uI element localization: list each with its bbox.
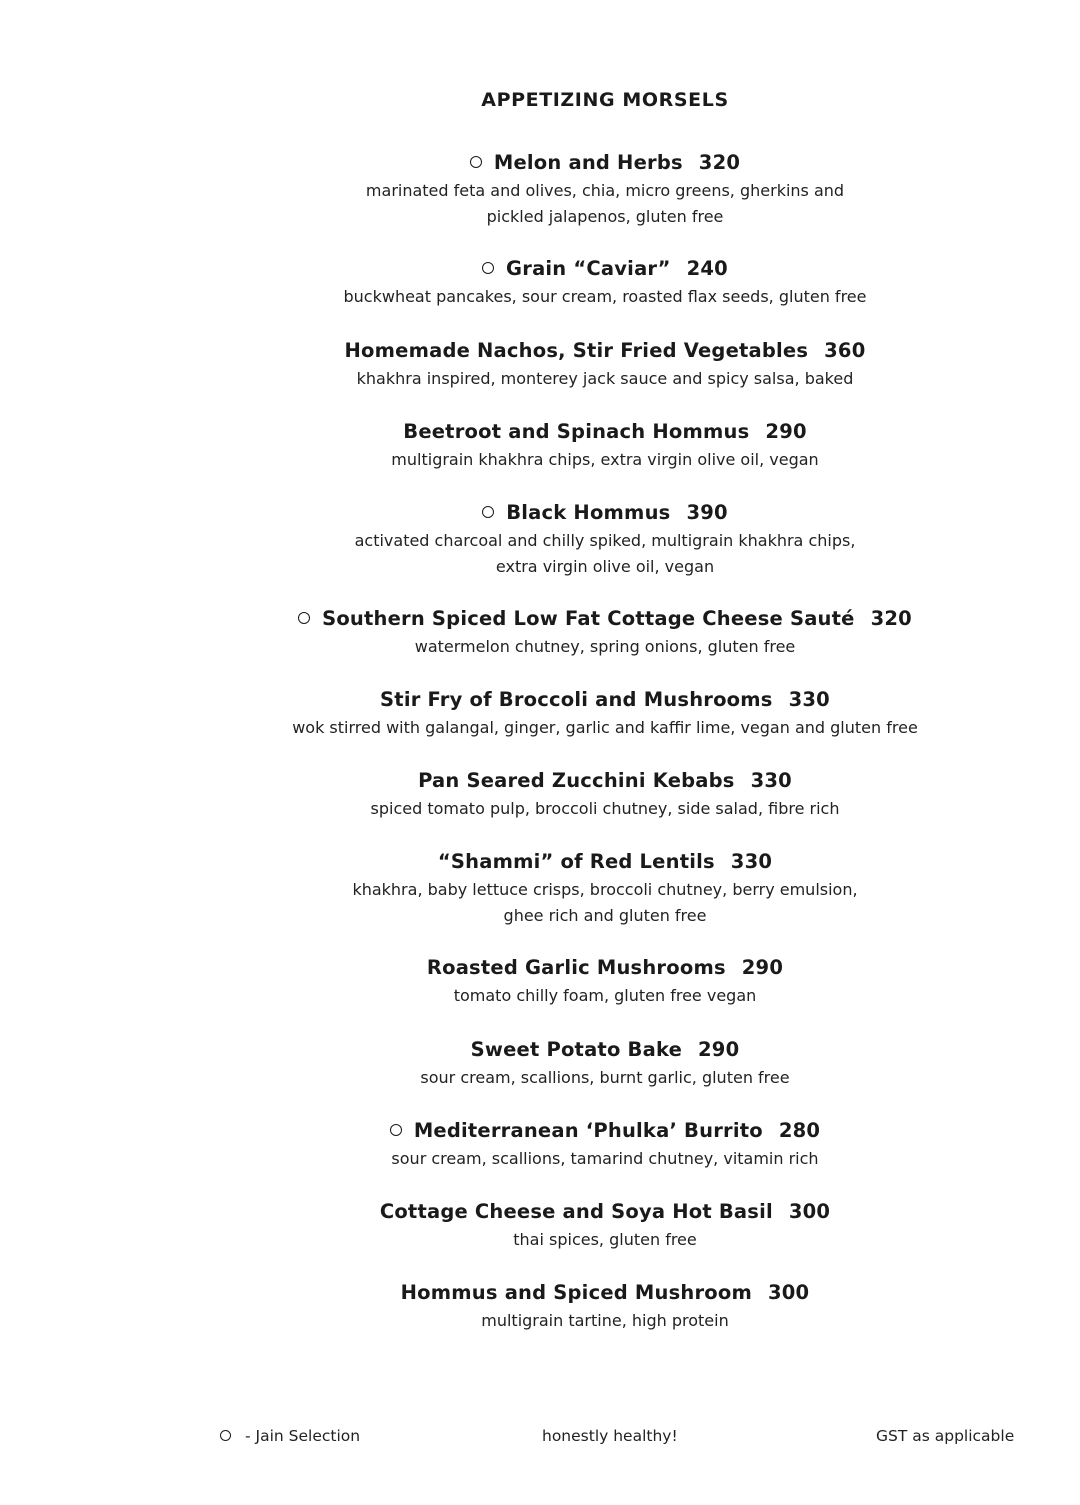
menu-item <box>0 1199 1080 1253</box>
menu-item-price: 290 <box>741 956 784 979</box>
menu-item <box>0 338 1080 392</box>
section-title: APPETIZING MORSELS <box>481 89 729 111</box>
menu-item-header <box>0 768 1080 794</box>
menu-item <box>0 1118 1080 1172</box>
menu-item-description: activated charcoal and chilly spiked, multigrain khakhra chips, extra virgin olive oil, vegan <box>354 531 856 576</box>
jain-legend-text: - Jain Selection <box>245 1427 361 1445</box>
menu-item-header <box>0 606 1080 632</box>
menu-item-price: 240 <box>686 257 728 280</box>
menu-item <box>0 1037 1080 1091</box>
menu-item-description: multigrain khakhra chips, extra virgin olive oil, vegan <box>391 450 819 469</box>
jain-legend <box>220 1427 360 1445</box>
menu-item-description: khakhra, baby lettuce crisps, broccoli chutney, berry emulsion, ghee rich and gluten free <box>352 880 858 925</box>
menu-item-price: 290 <box>698 1038 740 1061</box>
menu-item-name: Sweet Potato Bake <box>470 1038 683 1061</box>
menu-item-description: buckwheat pancakes, sour cream, roasted flax seeds, gluten free <box>343 287 867 306</box>
menu-item-description: sour cream, scallions, burnt garlic, gluten free <box>420 1068 790 1087</box>
menu-item-description: tomato chilly foam, gluten free vegan <box>453 986 757 1005</box>
menu-item-header <box>0 1280 1080 1306</box>
menu-item-description: marinated feta and olives, chia, micro greens, gherkins and pickled jalapenos, gluten free <box>365 181 845 226</box>
menu-item-header <box>0 150 1080 176</box>
menu-item-name: Roasted Garlic Mushrooms <box>426 956 726 979</box>
menu-item-price: 300 <box>788 1200 831 1223</box>
menu-item-name: Pan Seared Zucchini Kebabs <box>418 769 735 792</box>
menu-item-header <box>0 1037 1080 1063</box>
menu-item-header <box>0 687 1080 713</box>
menu-item-price: 320 <box>870 607 912 630</box>
menu-item-description: spiced tomato pulp, broccoli chutney, side salad, fibre rich <box>370 799 840 818</box>
menu-item <box>0 955 1080 1009</box>
menu-item <box>0 687 1080 741</box>
menu-item <box>0 1280 1080 1334</box>
menu-item-price: 290 <box>765 420 807 443</box>
menu-item-description: sour cream, scallions, tamarind chutney, vitamin rich <box>391 1149 819 1168</box>
jain-circle-icon <box>220 1430 231 1441</box>
menu-item <box>0 500 1080 579</box>
menu-item-name: Melon and Herbs <box>493 151 683 174</box>
menu-item-price: 300 <box>768 1281 810 1304</box>
menu-item-name: Cottage Cheese and Soya Hot Basil <box>379 1200 773 1223</box>
menu-item-name: Stir Fry of Broccoli and Mushrooms <box>380 688 773 711</box>
tagline: honestly healthy! <box>542 1427 678 1445</box>
menu-item-description: multigrain tartine, high protein <box>481 1311 729 1330</box>
menu-item-header <box>0 338 1080 364</box>
menu-item-name: Beetroot and Spinach Hommus <box>403 420 750 443</box>
menu-item-price: 280 <box>778 1119 821 1142</box>
tax-note: GST as applicable <box>876 1427 1015 1445</box>
menu-item <box>0 150 1080 229</box>
menu-item-header <box>0 419 1080 445</box>
menu-item <box>0 849 1080 928</box>
menu-item-name: Grain “Caviar” <box>506 257 671 280</box>
menu-item-name: Homemade Nachos, Stir Fried Vegetables <box>344 339 809 362</box>
menu-item-name: Black Hommus <box>506 501 671 524</box>
jain-circle-icon <box>390 1124 402 1136</box>
menu-item-price: 320 <box>698 151 741 174</box>
menu-item-price: 330 <box>788 688 830 711</box>
menu-item-header <box>0 256 1080 282</box>
jain-circle-icon <box>482 262 494 274</box>
menu-item <box>0 419 1080 473</box>
jain-circle-icon <box>482 506 494 518</box>
jain-circle-icon <box>298 612 310 624</box>
menu-item-description: thai spices, gluten free <box>513 1230 697 1249</box>
menu-item-price: 360 <box>824 339 866 362</box>
menu-item-header <box>0 500 1080 526</box>
menu-item-description: khakhra inspired, monterey jack sauce and spicy salsa, baked <box>356 369 854 388</box>
menu-item-header <box>0 1199 1080 1225</box>
menu-item-price: 390 <box>686 501 728 524</box>
menu-item-name: Hommus and Spiced Mushroom <box>400 1281 753 1304</box>
menu-item-name: “Shammi” of Red Lentils <box>437 850 715 873</box>
menu-item-header <box>0 849 1080 875</box>
jain-circle-icon <box>470 156 482 168</box>
menu-item-price: 330 <box>750 769 792 792</box>
menu-item-description: watermelon chutney, spring onions, gluten free <box>414 637 796 656</box>
menu-item <box>0 768 1080 822</box>
menu-item-header <box>0 955 1080 981</box>
menu-item-description: wok stirred with galangal, ginger, garlic and kaffir lime, vegan and gluten free <box>292 718 918 737</box>
menu-item-name: Mediterranean ‘Phulka’ Burrito <box>413 1119 763 1142</box>
menu-item-header <box>0 1118 1080 1144</box>
menu-item-name: Southern Spiced Low Fat Cottage Cheese Sauté <box>322 607 855 630</box>
menu-item <box>0 606 1080 660</box>
menu-item <box>0 256 1080 310</box>
menu-item-price: 330 <box>730 850 773 873</box>
